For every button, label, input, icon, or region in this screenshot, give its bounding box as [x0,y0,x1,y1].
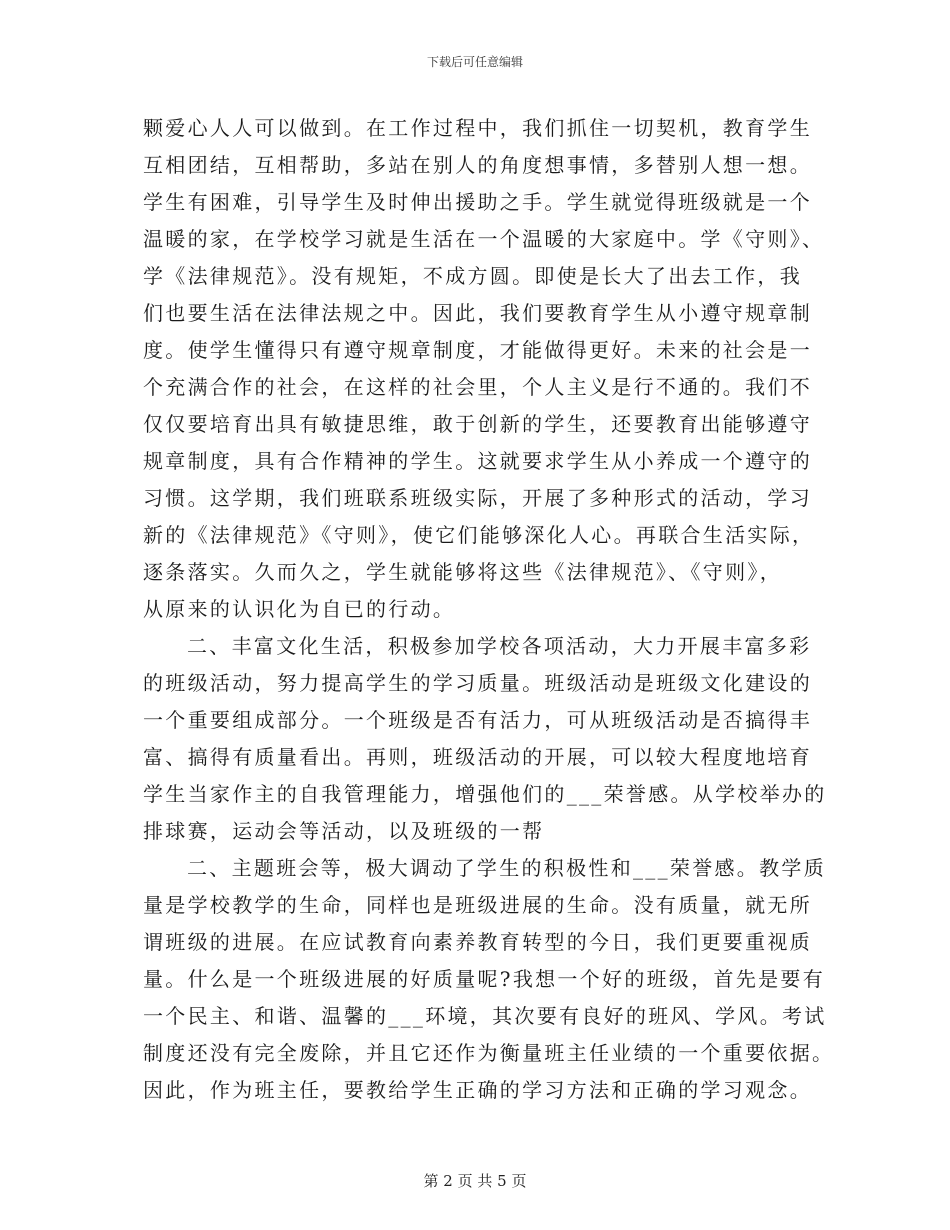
text-line: 因此，作为班主任，要教给学生正确的学习方法和正确的学习观念。 [143,1078,812,1102]
text-line: 富、搞得有质量看出。再则，班级活动的开展，可以较大程度地培育 [143,745,812,769]
text-line: 量是学校教学的生命，同样也是班级进展的生命。没有质量，就无所 [143,893,812,917]
text-line: 颗爱心人人可以做到。在工作过程中，我们抓住一切契机，教育学生 [143,116,812,140]
text-line: 习惯。这学期，我们班联系班级实际，开展了多种形式的活动，学习 [143,486,812,510]
text-line: 仅仅要培育出具有敏捷思维，敢于创新的学生，还要教育出能够遵守 [143,412,812,436]
page-header: 下载后可任意编辑 [426,55,523,69]
text-line: 谓班级的进展。在应试教育向素养教育转型的今日，我们更要重视质 [143,930,812,954]
paragraph-start-line: 二、主题班会等，极大调动了学生的积极性和___荣誉感。教学质 [187,856,826,880]
text-line: 学生当家作主的自我管理能力，增强他们的___荣誉感。从学校举办的 [143,782,827,806]
text-line: 一个重要组成部分。一个班级是否有活力，可从班级活动是否搞得丰 [143,708,812,732]
document-body [143,110,835,1109]
text-line: 度。使学生懂得只有遵守规章制度，才能做得更好。未来的社会是一 [143,338,812,362]
text-line: 排球赛，运动会等活动，以及班级的一帮 [143,819,545,843]
page-number-footer: 第 2 页 共 5 页 [423,1172,527,1190]
text-line: 规章制度，具有合作精神的学生。这就要求学生从小养成一个遵守的 [143,449,812,473]
text-line: 制度还没有完全废除，并且它还作为衡量班主任业绩的一个重要依据。 [143,1041,835,1065]
text-line: 的班级活动，努力提高学生的学习质量。班级活动是班级文化建设的 [143,671,812,695]
text-line: 个充满合作的社会，在这样的社会里，个人主义是行不通的。我们不 [143,375,812,399]
text-line: 新的《法律规范》《守则》，使它们能够深化人心。再联合生活实际， [143,523,815,547]
text-line: 学生有困难，引导学生及时伸出援助之手。学生就觉得班级就是一个 [143,190,812,214]
paragraph-start-line: 二、丰富文化生活，积极参加学校各项活动，大力开展丰富多彩 [187,634,812,658]
text-line: 从原来的认识化为自已的行动。 [143,597,456,621]
text-line: 一个民主、和谐、温馨的___环境，其次要有良好的班风、学风。考试 [143,1004,827,1028]
text-line: 逐条落实。久而久之，学生就能够将这些《法律规范》、《守则》， [143,560,782,584]
text-line: 温暖的家，在学校学习就是生活在一个温暖的大家庭中。学《守则》、 [143,227,825,251]
text-line: 互相团结，互相帮助，多站在别人的角度想事情，多替别人想一想。 [143,153,812,177]
text-line: 学《法律规范》。没有规矩，不成方圆。即使是长大了出去工作，我 [143,264,802,288]
text-line: 量。什么是一个班级进展的好质量呢?我想一个好的班级，首先是要有 [143,967,826,991]
text-line: 们也要生活在法律法规之中。因此，我们要教育学生从小遵守规章制 [143,301,812,325]
